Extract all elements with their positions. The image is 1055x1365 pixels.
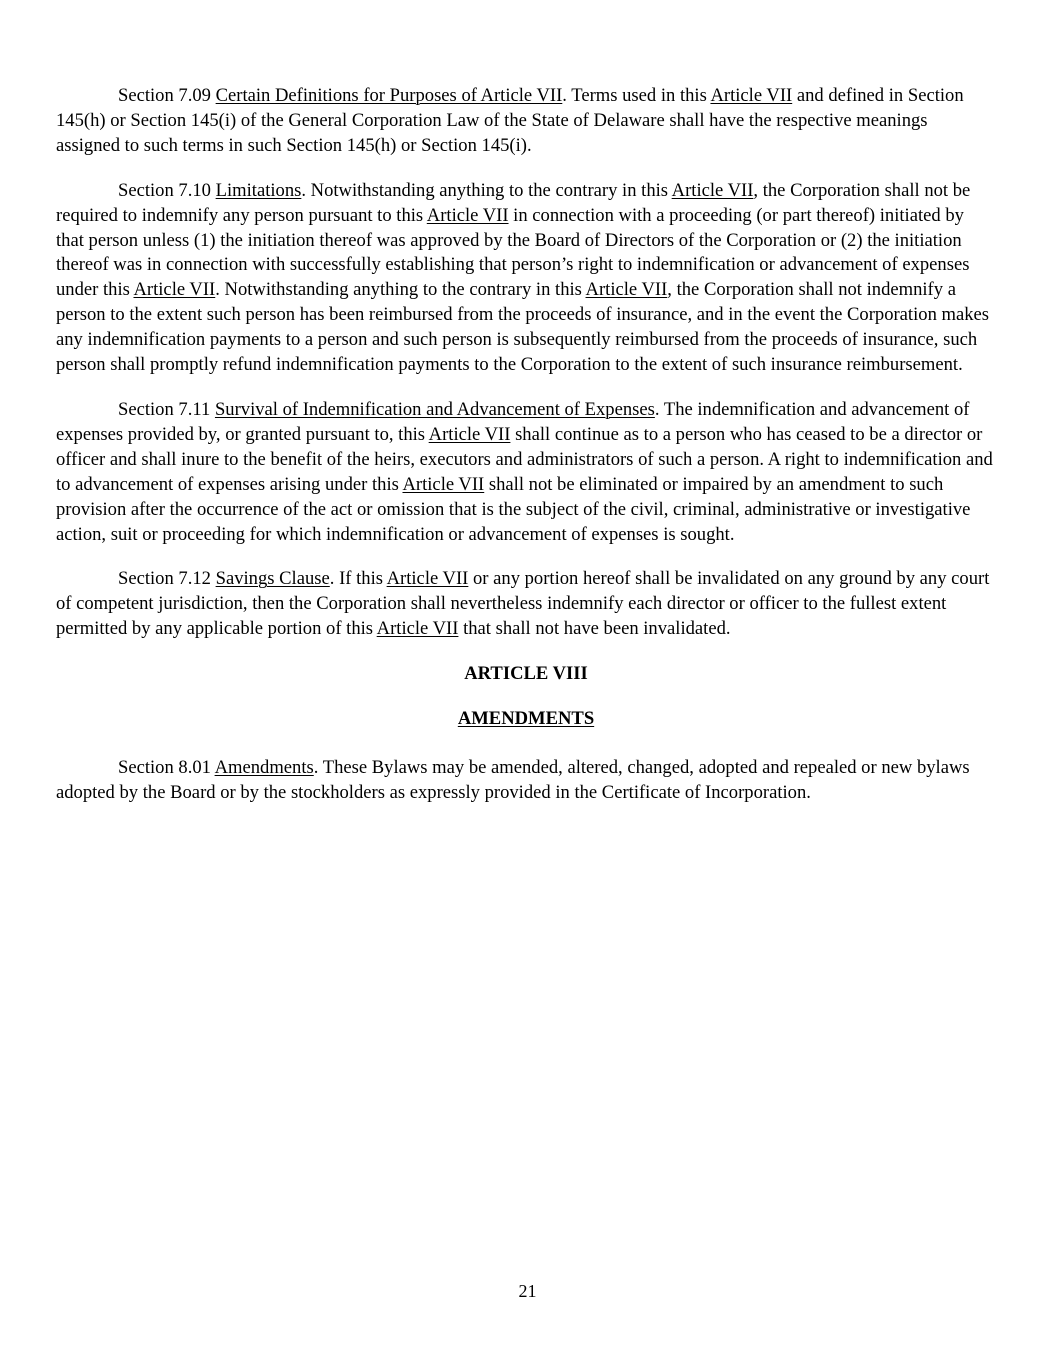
section-title: Amendments — [214, 756, 314, 778]
section-text: shall not be eliminated or impaired by an amendment to such provision after the occurrence of the act or omission that is the subject of the civil, criminal, administrative or investigative action, suit or proceeding for which indemnification or advancement of expenses is sought. — [56, 473, 971, 545]
section-paragraph — [56, 398, 996, 547]
section-text: . These Bylaws may be amended, altered, changed, adopted and repealed or new bylaws adopted by the Board or by the stockholders as expressly provided in the Certificate of Incorporation. — [56, 756, 970, 803]
article-title — [56, 707, 996, 732]
section-text: . Terms used in this — [562, 85, 711, 106]
article-vii-sections — [56, 84, 996, 642]
section-text: . If this — [329, 568, 387, 590]
section-number: Section 7.11 — [118, 398, 211, 420]
article-reference: Article VII — [402, 473, 485, 495]
article-reference: Article VII — [710, 85, 793, 106]
section-paragraph — [56, 756, 996, 806]
section-title: Survival of Indemnification and Advancement of Expenses — [214, 398, 655, 420]
article-reference: Article VII — [386, 568, 469, 590]
article-title-text: AMENDMENTS — [457, 708, 595, 730]
section-text: , the Corporation shall not indemnify a person to the extent such person has been reimbursed from the proceeds of insurance, and in the event the Corporation makes any indemnification payments to a person and such person is subsequently reimbursed from the proceeds of insurance, such person shall promptly refund indemnification payments to the Corporation to the extent of such insurance reimbursement. — [56, 279, 990, 376]
article-reference: Article VII — [426, 204, 509, 226]
section-text: , the Corporation shall not be required to indemnify any person pursuant to this — [56, 179, 971, 226]
document-page — [56, 84, 996, 826]
page-number: 21 — [518, 1281, 537, 1301]
section-text: in connection with a proceeding (or part thereof) initiated by that person unless (1) the initiation thereof was approved by the Board of Directors of the Corporation or (2) the initiation thereof was in connection with successfully establishing that person’s right to indemnification or advancement of expenses under this — [56, 204, 970, 301]
section-number: Section 8.01 — [118, 756, 211, 778]
section-text: . The indemnification and advancement of expenses provided by, or granted pursuant to, this — [56, 398, 970, 445]
section-number: Section 7.10 — [118, 179, 211, 201]
section-text: . Notwithstanding anything to the contrary in this — [301, 179, 672, 201]
article-viii-sections — [56, 756, 996, 806]
section-text: shall continue as to a person who has ceased to be a director or officer and shall inure to the benefit of the heirs, executors and administrators of such a person. A right to indemnification and to advancement of expenses arising under this — [56, 423, 993, 495]
section-text: and defined in Section 145(h) or Section 145(i) of the General Corporation Law of the State of Delaware shall have the respective meanings assigned to such terms in such Section 145(h) or Section 145(i). — [56, 85, 964, 156]
section-text: that shall not have been invalidated. — [458, 618, 731, 640]
section-title: Certain Definitions for Purposes of Article VII — [215, 85, 563, 106]
section-paragraph — [56, 567, 996, 642]
section-title: Savings Clause — [215, 568, 330, 590]
section-text: . Notwithstanding anything to the contrary in this — [215, 279, 586, 301]
article-reference: Article VII — [671, 179, 754, 201]
article-reference: Article VII — [133, 279, 216, 301]
section-title: Limitations — [215, 179, 302, 201]
section-number: Section 7.12 — [118, 568, 211, 590]
article-reference: Article VII — [428, 423, 511, 445]
article-reference: Article VII — [585, 279, 668, 301]
article-heading: ARTICLE VIII — [464, 663, 588, 685]
section-text: or any portion hereof shall be invalidated on any ground by any court of competent jurisdiction, then the Corporation shall nevertheless indemnify each director or officer to the fullest extent permitted by any applicable portion of this — [56, 568, 990, 640]
section-paragraph — [56, 179, 996, 378]
article-reference: Article VII — [376, 618, 459, 640]
section-number: Section 7.09 — [118, 85, 211, 106]
section-paragraph — [56, 84, 996, 159]
